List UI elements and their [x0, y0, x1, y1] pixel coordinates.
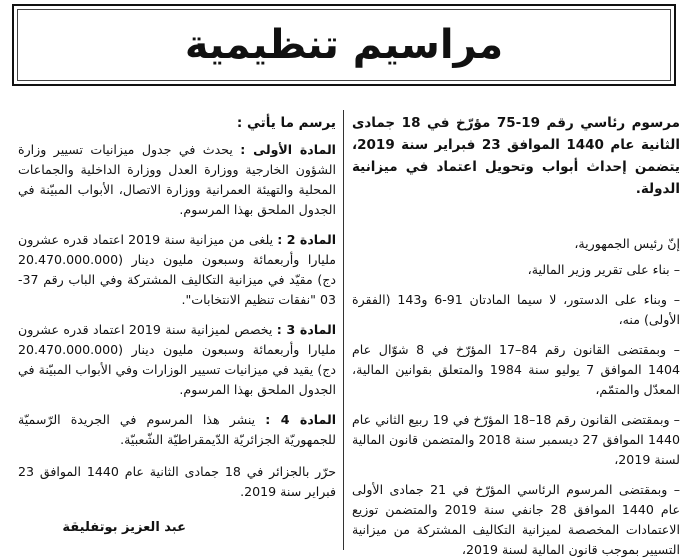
- article-label: المادة 3 :: [276, 322, 337, 337]
- closing: حرّر بالجزائر في 18 جمادى الثانية عام 1440 الموافق 23 فبراير سنة 2019.: [18, 464, 336, 499]
- article-text: ينشر هذا المرسوم في الجريدة الرّسميّة للجمهوريّة الجزائريّة الدّيمقراطيّة الشّعبيّة.: [18, 412, 336, 447]
- article: [18, 140, 336, 220]
- clause: – وبمقتضى المرسوم الرئاسي المؤرّخ في 21 جمادى الأولى عام 1440 الموافق 28 جانفي سنة 2019 والمتضمن توزيع الاعتمادات المخصصة لميزانية التكاليف المشتركة من ميزانية التسيير بموجب قانون المالية لسنة 2019،: [352, 482, 681, 557]
- article-text: يخصص لميزانية سنة 2019 اعتماد قدره عشرون مليارا وأربعمائة وسبعون مليون دينار (20.470.000.000 دج) يقيد في ميزانيات تسيير الوزارات وفي الأبواب المبيّنة في الجدول الملحق بهذا المرسوم.: [18, 322, 336, 397]
- intro: يرسم ما يأتي :: [236, 115, 336, 131]
- title-banner: [12, 4, 676, 86]
- title-banner-inner: [17, 9, 671, 81]
- clause: – وبمقتضى القانون رقم 84–17 المؤرّخ في 8 شوّال عام 1404 الموافق 7 يوليو سنة 1984 والمتعلق بقوانين المالية، المعدّل والمتمّم،: [352, 342, 680, 397]
- column-divider: [343, 110, 344, 550]
- right-column: [352, 108, 680, 560]
- clause: – وبناء على الدستور، لا سيما المادتان 91-6 و143 (الفقرة الأولى) منه،: [352, 292, 680, 327]
- clause: – بناء على تقرير وزير المالية،: [527, 262, 680, 277]
- page-title: مراسيم تنظيمية: [184, 22, 504, 68]
- article-text: يحدث في جدول ميزانيات تسيير وزارة الشؤون الخارجية ووزارة العدل ووزارة الداخلية والجماعات المحلية والتهيئة العمرانية ووزارة الاتصال، الأبواب المبيّنة في الجدول الملحق بهذا المرسوم.: [18, 142, 336, 217]
- clause: – وبمقتضى القانون رقم 18–18 المؤرّخ في 19 ربيع الثاني عام 1440 الموافق 27 ديسمبر سنة 2018 والمتضمن قانون المالية لسنة 2019،: [352, 412, 680, 467]
- signature: عبد العزيز بوتفليقة: [62, 520, 186, 535]
- article-text: يلغى من ميزانية سنة 2019 اعتماد قدره عشرون مليارا وأربعمائة وسبعون مليون دينار (20.470.000.000 دج) مقيّد في ميزانية التكاليف المشتركة وفي الباب رقم 37-03 "نفقات تنظيم الانتخابات".: [18, 232, 336, 307]
- article: [18, 320, 336, 400]
- article-label: المادة 4 :: [265, 412, 337, 427]
- article-label: المادة 2 :: [277, 232, 337, 247]
- article: [18, 230, 336, 310]
- decree-header: مرسوم رئاسي رقم 19-75 مؤرّخ في 18 جمادى الثانية عام 1440 الموافق 23 فبراير سنة 2019، يتضمن إحداث أبواب وتحويل اعتماد في ميزانية الدولة.: [352, 115, 680, 197]
- preamble: إنّ رئيس الجمهورية،: [574, 236, 680, 251]
- article: [18, 410, 336, 450]
- left-column: [18, 108, 336, 538]
- article-label: المادة الأولى :: [240, 142, 336, 157]
